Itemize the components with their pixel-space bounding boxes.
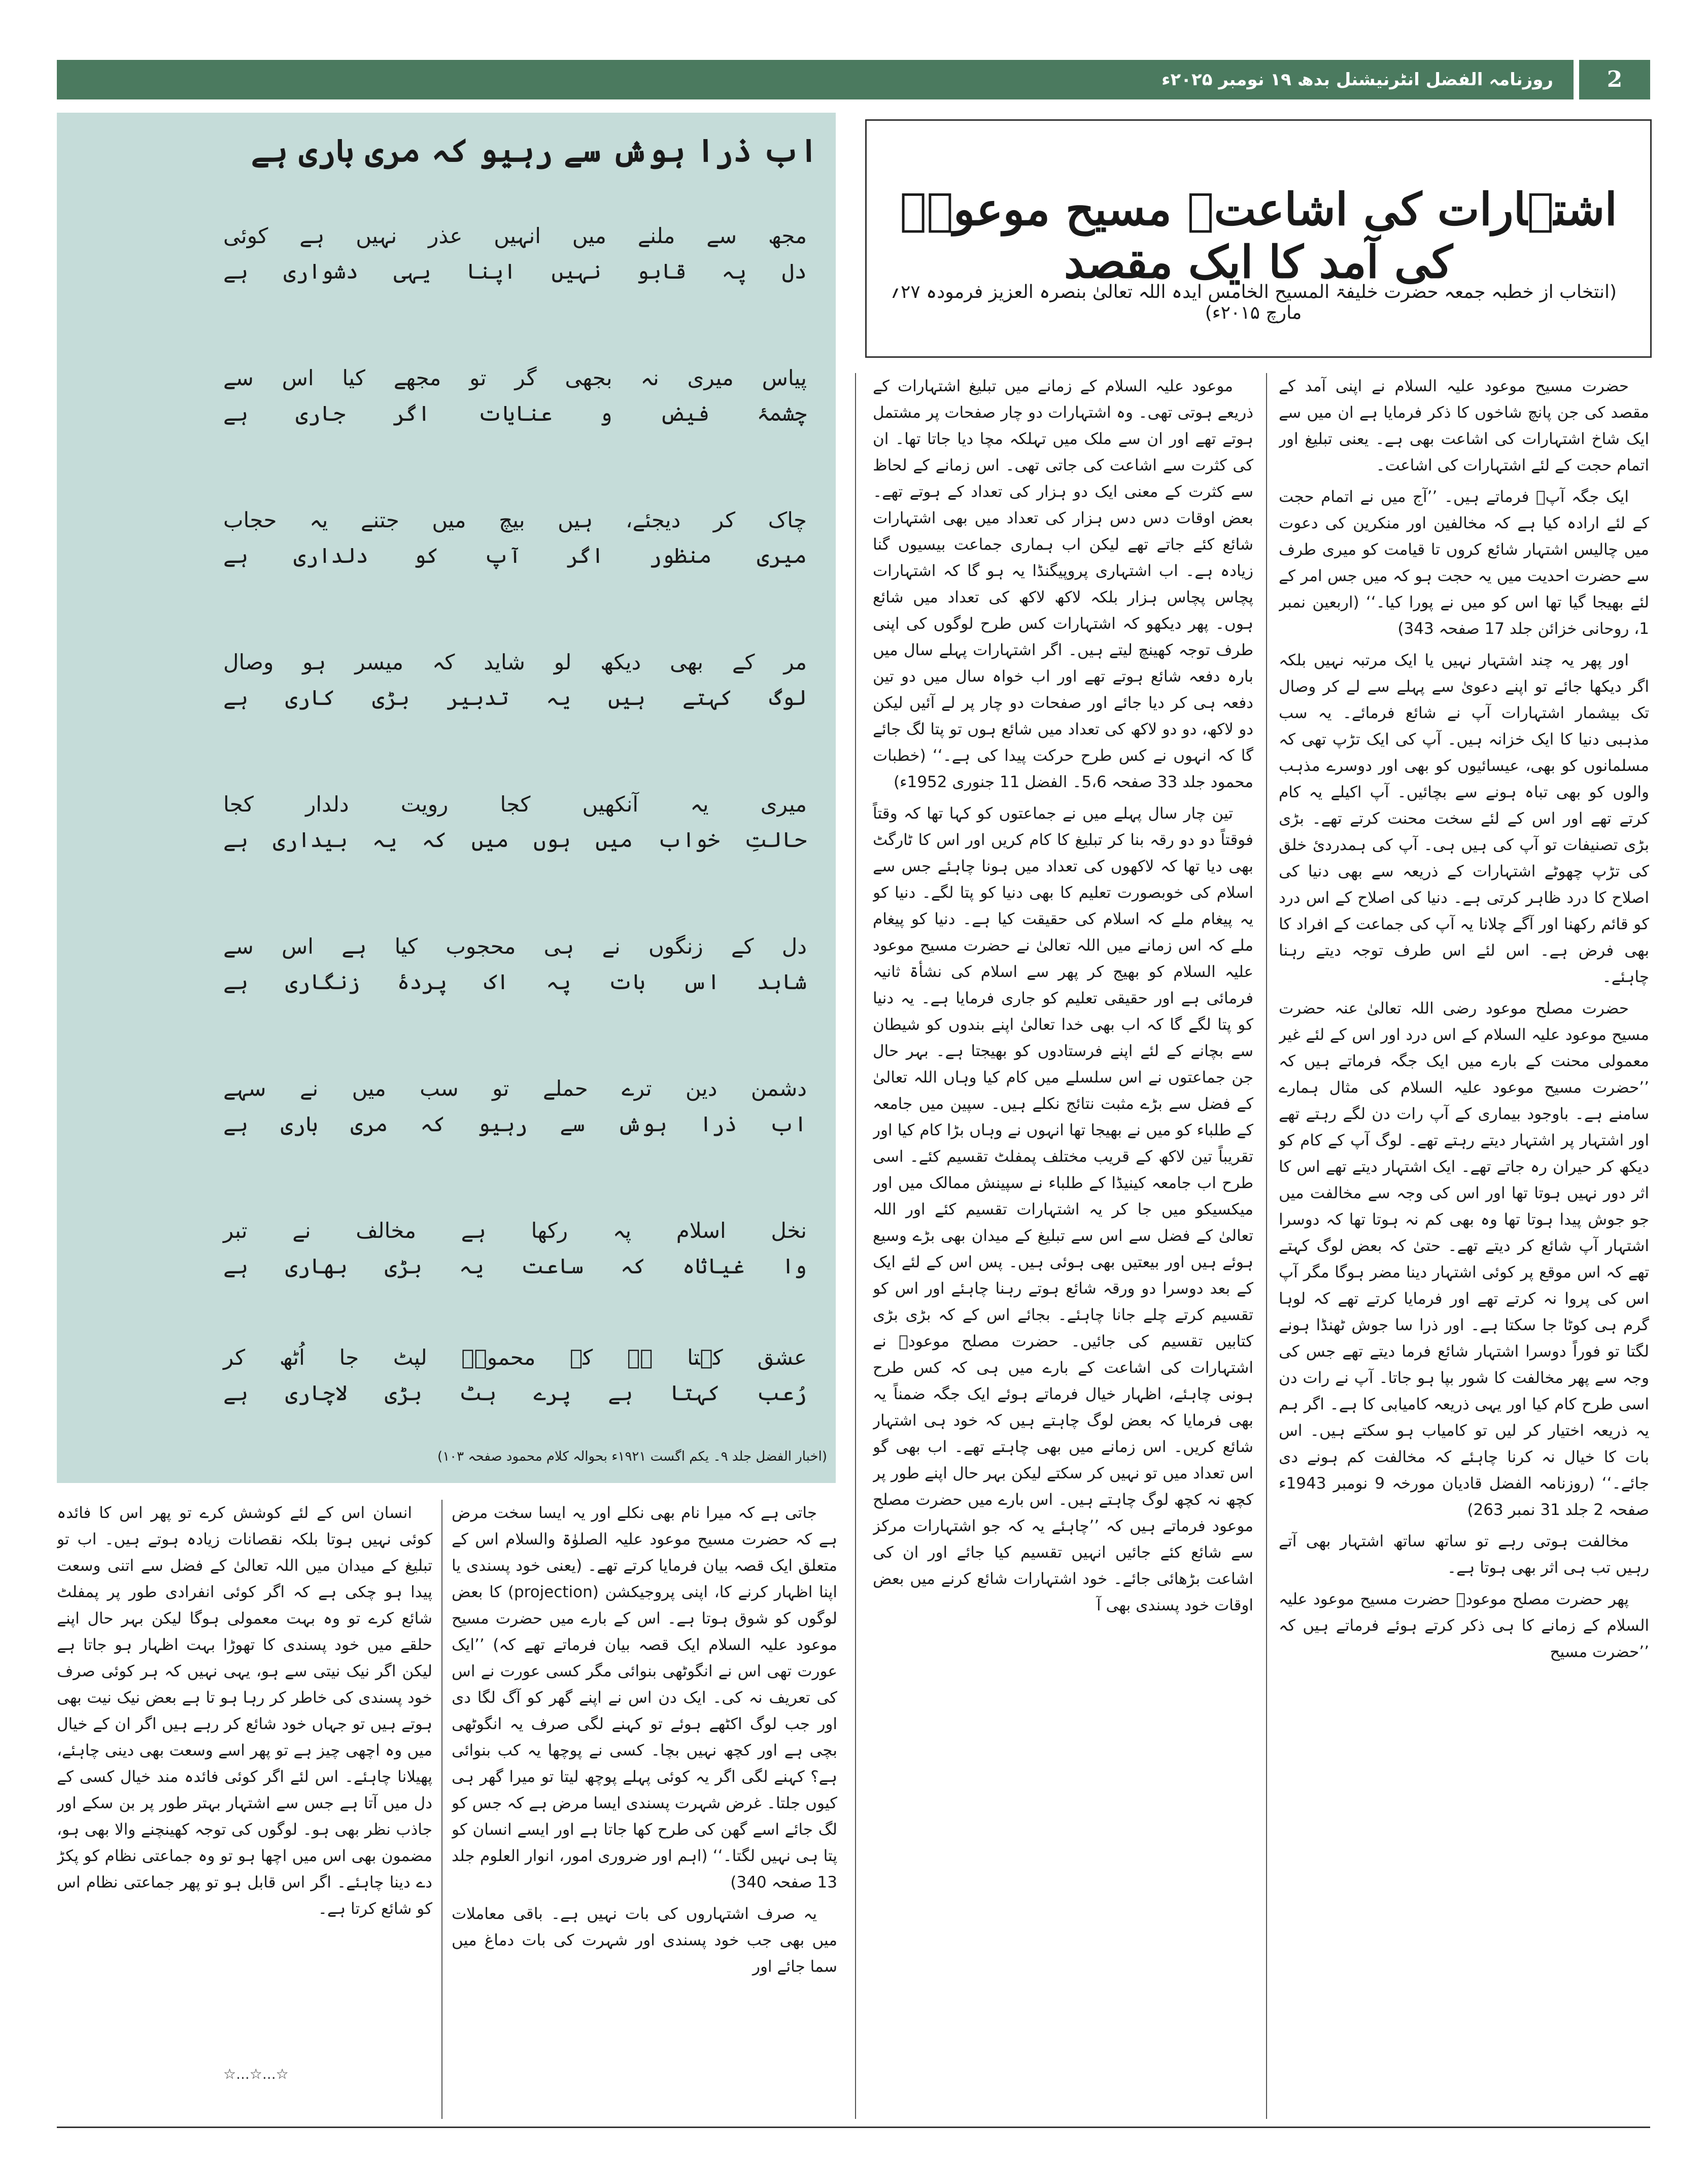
couplet: [223, 218, 807, 289]
verse-line: چاک کر دیجئے، ہیں بیچ میں جتنے یہ حجاب: [223, 508, 807, 532]
couplet: [223, 1213, 807, 1284]
couplet: [223, 645, 807, 716]
verse-line: پیاس میری نہ بجھی گر تو مجھے کیا اس سے: [223, 365, 807, 390]
verse-line: میری منظور اگر آپ کو دلداری ہے: [223, 543, 807, 568]
verse-line: اب ذرا ہوش سے رہیو کہ مری باری ہے: [223, 1111, 807, 1136]
couplet: [223, 1071, 807, 1142]
page-number: 2: [1579, 60, 1650, 99]
couplet: [223, 787, 807, 858]
column-divider: [441, 1500, 442, 2119]
paragraph: موعود علیہ السلام کے زمانے میں تبلیغ اشتہارات کے ذریعے ہوتی تھی۔ وہ اشتہارات دو چار صفحات پر مشتمل ہوتے تھے اور ان سے ملک میں تہلکہ مچا دیا جاتا تھا۔ ان کی کثرت سے اشاعت کی جاتی تھی۔ اس زمانے کے لحاظ سے کثرت کے معنی ایک دو ہزار کی تعداد کے ہوتے تھے۔ بعض اوقات دس دس ہزار کی تعداد میں بھی اشتہارات شائع کئے جاتے تھے لیکن اب ہماری جماعت بیسیوں گنا زیادہ ہے۔ اب اشتہاری پروپیگنڈا یہ ہو گا کہ اشتہارات پچاس پچاس ہزار بلکہ لاکھ لاکھ کی تعداد میں شائع ہوں۔ پھر دیکھو کہ اشتہارات کس طرح لوگوں کی اپنی طرف توجہ کھینچ لیتے ہیں۔ اگر اشتہارات پہلے سال میں بارہ دفعہ شائع ہوتے تھے اور اب خواہ سال میں دو تین دفعہ ہی کر دیا جائے اور صفحات دو چار پر لے آئیں لیکن دو لاکھ، دو دو لاکھ کی تعداد میں شائع ہوں تو پتا لگ جائے گا کہ انہوں نے کس طرح حرکت پیدا کی ہے۔‘‘ (خطبات محمود جلد 33 صفحہ 5،6۔ الفضل 11 جنوری 1952ء): [873, 377, 1253, 791]
poem-reference: (اخبار الفضل جلد ۹۔ یکم اگست ۱۹۲۱ء بحوالہ کلام محمود صفحہ ۱۰۳): [437, 1449, 827, 1464]
end-mark: ☆...☆...☆: [223, 2066, 289, 2082]
article-column-1: [1279, 373, 1649, 2119]
paragraph: حضرت مصلح موعود رضی اللہ تعالیٰ عنہ حضرت مسیح موعود علیہ السلام کے اس درد اور اس کے لئے غیر معمولی محنت کے بارے میں ایک جگہ فرماتے ہیں کہ ’’حضرت مسیح موعود علیہ السلام کی مثال ہمارے سامنے ہے۔ باوجود بیماری کے آپ رات دن لگے رہتے تھے اور اشتہار پر اشتہار دیتے رہتے تھے۔ لوگ آپ کے کام کو دیکھ کر حیران رہ جاتے تھے۔ ایک اشتہار دیتے تھے اس کا اثر دور نہیں ہوتا تھا اور اس کی وجہ سے مخالفت میں جو جوش پیدا ہوتا تھا وہ بھی کم نہ ہوتا تھا کہ دوسرا اشتہار آپ شائع کر دیتے تھے۔ حتیٰ کہ بعض لوگ کہتے تھے کہ اس موقع پر کوئی اشتہار دینا مضر ہوگا مگر آپ اس کی پروا نہ کرتے تھے اور فرمایا کرتے تھے کہ لوہا گرم ہی کوٹا جا سکتا ہے۔ اور ذرا سا جوش ٹھنڈا ہونے لگتا تو فوراً دوسرا اشتہار شائع فرما دیتے تھے جس کی وجہ سے پھر مخالفت کا شور بپا ہو جاتا۔ آپ نے رات دن اسی طرح کام کیا اور یہی ذریعہ کامیابی کا ہے۔ اگر ہم یہ ذریعہ اختیار کر لیں تو کامیاب ہو سکتے ہیں۔ اس بات کا خیال نہ کرنا چاہئے کہ مخالفت کم ہونے دی جائے۔‘‘ (روزنامہ الفضل قادیان مورخہ 9 نومبر 1943ء صفحہ 2 جلد 31 نمبر 263): [1279, 999, 1649, 1519]
article-title: اشتہارات کی اشاعت۔ مسیح موعودؑ کی آمد کا ایک مقصد: [900, 183, 1617, 288]
verse-line: دشمن دین ترے حملے تو سب میں نے سہے: [223, 1076, 807, 1101]
paragraph: تین چار سال پہلے میں نے جماعتوں کو کہا تھا کہ وقتاً فوقتاً دو دو رقہ بنا کر تبلیغ کا کام کریں اور اس کا ٹارگٹ بھی دیا تھا کہ لاکھوں کی تعداد میں ہونا چاہئے جس سے اسلام کی خوبصورت تعلیم کا بھی دنیا کو پتا لگے۔ دنیا کو یہ پیغام ملے کہ اسلام کی حقیقت کیا ہے۔ دنیا کو پیغام ملے کہ اس زمانے میں اللہ تعالیٰ نے حضرت مسیح موعود علیہ السلام کو بھیج کر پھر سے اسلام کی نشأۃ ثانیہ فرمائی ہے اور حقیقی تعلیم کو جاری فرمایا ہے۔ یہ دنیا کو پتا لگے گا کہ اب بھی خدا تعالیٰ اپنے بندوں کو شیطان سے بچانے کے لئے اپنے فرستادوں کو بھیجتا ہے۔ بہر حال جن جماعتوں نے اس سلسلے میں کام کیا وہاں اللہ تعالیٰ کے فضل سے بڑے مثبت نتائج نکلے ہیں۔ سپین میں جامعہ کے طلباء کو میں نے بھیجا تھا انہوں نے وہاں بڑا کام کیا اور تقریباً تین لاکھ کے قریب مختلف پمفلٹ تقسیم کئے۔ اسی طرح اب جامعہ کینیڈا کے طلباء نے سپینش ممالک میں اور میکسیکو میں جا کر یہ اشتہارات تقسیم کئے اور اللہ تعالیٰ کے فضل سے اس سے تبلیغ کے میدان بھی بڑے وسیع ہوئے ہیں اور بیعتیں بھی ہوئی ہیں۔ پس اس کے لئے ایک کے بعد دوسرا دو ورقہ شائع ہوتے رہنا چاہئے اور اس کو تقسیم کرتے چلے جانا چاہئے۔ بجائے اس کے کہ بڑی بڑی کتابیں تقسیم کی جائیں۔ حضرت مصلح موعودؓ نے اشتہارات کی اشاعت کے بارے میں ہی کہ کس طرح ہونی چاہئے، اظہار خیال فرماتے ہوئے ایک جگہ ضمناً یہ بھی فرمایا کہ بعض لوگ چاہتے ہیں کہ خود ہی اشتہار شائع کریں۔ اس زمانے میں بھی چاہتے تھے۔ اب بھی گو اس تعداد میں تو نہیں کر سکتے لیکن بہر حال اپنے طور پر کچھ نہ کچھ لوگ چاہتے ہیں۔ اس بارے میں حضرت مصلح موعود فرماتے ہیں کہ ’’چاہئے یہ کہ جو اشتہارات مرکز سے شائع کئے جائیں انہیں تقسیم کیا جائے اور ان کی اشاعت بڑھائی جائے۔ خود اشتہارات شائع کرنے میں بعض اوقات خود پسندی بھی آ: [873, 804, 1253, 1614]
article-column-2: [873, 373, 1253, 2119]
paragraph: پھر حضرت مصلح موعودؓ حضرت مسیح موعود علیہ السلام کے زمانے کا ہی ذکر کرتے ہوئے فرماتے ہیں کہ ’’حضرت مسیح: [1279, 1590, 1649, 1661]
paragraph: حضرت مسیح موعود علیہ السلام نے اپنی آمد کے مقصد کی جن پانچ شاخوں کا ذکر فرمایا ہے ان میں سے ایک شاخ اشتہارات کی اشاعت بھی ہے۔ یعنی تبلیغ اور اتمام حجت کے لئے اشتہارات کی اشاعت۔: [1279, 377, 1649, 475]
verse-line: شاہد اس بات پہ اک پردۂ زنگاری ہے: [223, 969, 807, 994]
verse-line: چشمۂ فیض و عنایات اگر جاری ہے: [223, 401, 807, 426]
verse-line: مر کے بھی دیکھ لو شاید کہ میسر ہو وصال: [223, 650, 807, 675]
couplet: [223, 502, 807, 574]
verse-line: وا غیاثاہ کہ ساعت یہ بڑی بھاری ہے: [223, 1254, 807, 1278]
paragraph: یہ صرف اشتہاروں کی بات نہیں ہے۔ باقی معاملات میں بھی جب خود پسندی اور شہرت کی بات دماغ میں سما جائے اور: [452, 1905, 837, 1976]
paragraph: جاتی ہے کہ میرا نام بھی نکلے اور یہ ایسا سخت مرض ہے کہ حضرت مسیح موعود علیہ الصلوٰۃ والسلام اس کے متعلق ایک قصہ بیان فرمایا کرتے تھے۔ (یعنی خود پسندی یا اپنا اظہار کرنے کا، اپنی پروجیکشن (projection) کا بعض لوگوں کو شوق ہوتا ہے۔ اس کے بارے میں حضرت مسیح موعود علیہ السلام ایک قصہ بیان فرماتے تھے کہ) ’’ایک عورت تھی اس نے انگوٹھی بنوائی مگر کسی عورت نے اس کی تعریف نہ کی۔ ایک دن اس نے اپنے گھر کو آگ لگا دی اور جب لوگ اکٹھے ہوئے تو کہنے لگی صرف یہ انگوٹھی بچی ہے اور کچھ نہیں بچا۔ کسی نے پوچھا یہ کب بنوائی ہے؟ کہنے لگی اگر یہ کوئی پہلے پوچھ لیتا تو میرا گھر ہی کیوں جلتا۔ غرض شہرت پسندی ایسا مرض ہے کہ جس کو لگ جائے اسے گھن کی طرح کھا جاتا ہے اور ایسے انسان کو پتا ہی نہیں لگتا۔‘‘ (اہم اور ضروری امور، انوار العلوم جلد 13 صفحہ 340): [452, 1504, 837, 1892]
column-divider: [1266, 373, 1267, 2119]
article-column-4: [57, 1500, 432, 2063]
poem-title: اب ذرا ہوش سے رہیو کہ مری باری ہے: [251, 132, 818, 169]
footer-rule: [57, 2127, 1650, 2128]
couplet: [223, 1340, 807, 1411]
verse-line: دل کے زنگوں نے ہی محجوب کیا ہے اس سے: [223, 934, 807, 959]
article-column-3: [452, 1500, 837, 2119]
verse-line: عشق کہتا ہے کہ محمودؔ لپٹ جا اُٹھ کر: [223, 1345, 807, 1370]
verse-line: نخل اسلام پہ رکھا ہے مخالف نے تبر: [223, 1218, 807, 1243]
paragraph: اور پھر یہ چند اشتہار نہیں یا ایک مرتبہ نہیں بلکہ اگر دیکھا جائے تو اپنے دعویٰ سے پہلے سے لے کر وصال تک بیشمار اشتہارات آپ نے شائع فرمائے۔ یہ سب مذہبی دنیا کا ایک خزانہ ہیں۔ آپ کی ایک تڑپ تھی کہ مسلمانوں کو بھی، عیسائیوں کو بھی اور دوسرے مذہب والوں کو بھی تباہ ہونے سے بچائیں۔ آپ اکیلے یہ کام کرتے تھے اور اس کے لئے سخت محنت کرتے تھے۔ بڑی بڑی تصنیفات تو آپ کی ہیں ہی۔ آپ کی ہمدردیٔ خلق کی تڑپ چھوٹے اشتہارات کے ذریعہ سے بھی دنیا کی اصلاح کا درد ظاہر کرتی ہے۔ دنیا کی اصلاح کے اس درد کو قائم رکھنا اور آگے چلانا یہ آپ کی جماعت کے افراد کا بھی فرض ہے۔ اس لئے اس طرف توجہ دیتے رہنا چاہئے۔: [1279, 651, 1649, 986]
couplet: [223, 360, 807, 431]
verse-line: حالتِ خواب میں ہوں میں کہ یہ بیداری ہے: [223, 827, 807, 852]
verse-line: میری یہ آنکھیں کجا رویت دلدار کجا: [223, 792, 807, 817]
article-subtitle: (انتخاب از خطبہ جمعہ حضرت خلیفۃ المسیح الخامس ایدہ اللہ تعالیٰ بنصرہ العزیز فرمودہ ۲۷؍ مارچ ۲۰۱۵ء): [890, 282, 1617, 323]
verse-line: مجھ سے ملنے میں انہیں عذر نہیں ہے کوئی: [223, 223, 807, 248]
column-divider: [855, 373, 856, 2119]
paragraph: انسان اس کے لئے کوشش کرے تو پھر اس کا فائدہ کوئی نہیں ہوتا بلکہ نقصانات زیادہ ہوتے ہیں۔ اب تو تبلیغ کے میدان میں اللہ تعالیٰ کے فضل سے اتنی وسعت پیدا ہو چکی ہے کہ اگر کوئی انفرادی طور پر پمفلٹ شائع کرے تو وہ بہت معمولی ہوگا لیکن بہر حال اپنے حلقے میں خود پسندی کا تھوڑا بہت اظہار ہو جاتا ہے لیکن اگر نیک نیتی سے ہو، یہی نہیں کہ ہر کوئی صرف خود پسندی کی خاطر کر رہا ہو تا ہے بعض نیک نیت بھی ہوتے ہیں تو جہاں خود شائع کر رہے ہیں اگر ان کے خیال میں وہ اچھی چیز ہے تو پھر اسے وسعت بھی دینی چاہئے، پھیلانا چاہئے۔ اس لئے اگر کوئی فائدہ مند خیال کسی کے دل میں آتا ہے جس سے اشتہار بہتر طور پر بن سکے اور جاذب نظر بھی ہو۔ لوگوں کی توجہ کھینچنے والا بھی ہو، مضمون بھی اس میں اچھا ہو تو وہ جماعتی نظام کو پکڑ دے دینا چاہئے۔ اگر اس قابل ہو تو پھر جماعتی نظام اس کو شائع کرتا ہے۔: [57, 1504, 432, 1918]
verse-line: دل پہ قابو نہیں اپنا یہی دشواری ہے: [223, 259, 807, 284]
newspaper-title: روزنامہ الفضل انٹرنیشنل بدھ ۱۹ نومبر ۲۰۲۵ء: [1162, 70, 1553, 90]
couplet: [223, 929, 807, 1000]
paragraph: ایک جگہ آپؑ فرماتے ہیں۔ ’’آج میں نے اتمام حجت کے لئے ارادہ کیا ہے کہ مخالفین اور منکرین کی دعوت میں چالیس اشتہار شائع کروں تا قیامت کو میری طرف سے حضرت احدیت میں یہ حجت ہو کہ میں جس امر کے لئے بھیجا گیا تھا اس کو میں نے پورا کیا۔‘‘ (اربعین نمبر 1، روحانی خزائن جلد 17 صفحہ 343): [1279, 488, 1649, 638]
verse-line: رُعب کہتا ہے پرے ہٹ بڑی لاچاری ہے: [223, 1380, 807, 1405]
verse-line: لوگ کہتے ہیں یہ تدبیر بڑی کاری ہے: [223, 685, 807, 710]
header-bar: [57, 60, 1574, 99]
paragraph: مخالفت ہوتی رہے تو ساتھ ساتھ اشتہار بھی آتے رہیں تب ہی اثر بھی ہوتا ہے۔: [1279, 1532, 1649, 1577]
